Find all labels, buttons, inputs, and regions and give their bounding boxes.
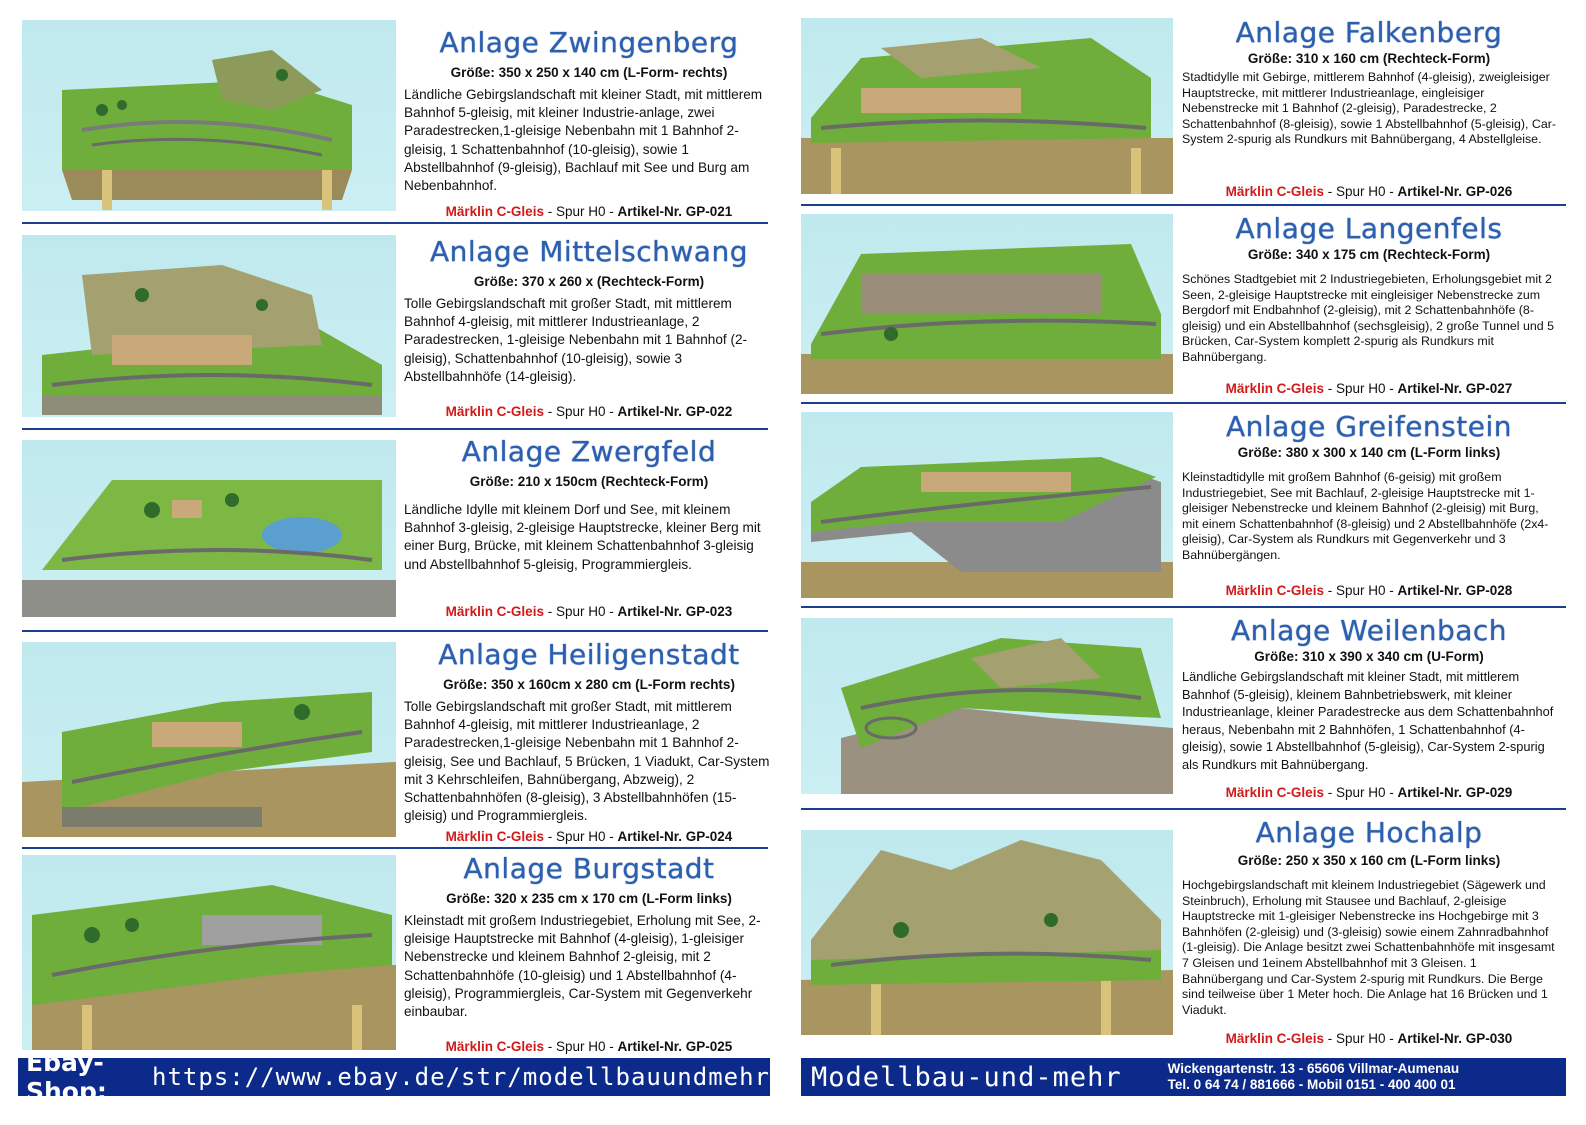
layout-description: Stadtidylle mit Gebirge, mittlerem Bahnhof (4-gleisig), zweigleisiger Hauptstrecke, mit mittlerer Industrieanlage, eingleisiger Nebenstrecke mit 1 Bahnhof (2-gleisig), Paradestrecke, 2 Schattenbahnhof (8-gleisig), sowie 1 Abstellbahnhof (5-gleisig), Car-System 2-spurig als Rundkurs mit Bahnübergang, 4 Abstellgleise. — [1182, 70, 1556, 147]
layout-image-burgstadt — [22, 855, 396, 1050]
layout-title: Anlage Hochalp — [1255, 816, 1483, 849]
brand-label: Märklin C-Gleis — [1225, 381, 1324, 396]
layout-size: Größe: 350 x 160cm x 280 cm (L-Form rechts) — [443, 677, 735, 692]
article-number: Artikel-Nr. GP-024 — [617, 829, 733, 844]
brand-label: Märklin C-Gleis — [445, 1039, 544, 1054]
layout-title: Anlage Heiligenstadt — [438, 638, 740, 671]
layout-description: Ländliche Idylle mit kleinem Dorf und See, mit kleinem Bahnhof 3-gleisig, 2-gleisige Hauptstrecke, kleiner Berg mit einer Burg, Brücke, mit kleinem Schattenbahnhof 3-gleisig und Abstellbahnhof 5-gleisig, Programmiergleis. — [404, 502, 761, 572]
brand-label: Märklin C-Gleis — [1225, 184, 1324, 199]
layout-description: Kleinstadt mit großem Industriegebiet, Erholung mit See, 2-gleisige Hauptstrecke mit Bahnhof (4-gleisig), 1-gleisiger Nebenstrecke und kleinem Bahnhof 2-gleisig, mit 2 Schattenbahnhöfe (10-gleisig) und 1 Abstellbahnhof (4-gleisig), Programmiergleis, Car-System mit Gegenverkehr einbaubar. — [404, 913, 761, 1020]
layout-image-mittelschwang — [22, 235, 396, 417]
shop-name: Modellbau-und-mehr — [811, 1061, 1122, 1093]
layout-title: Anlage Greifenstein — [1226, 410, 1512, 443]
layout-size: Größe: 250 x 350 x 160 cm (L-Form links) — [1237, 853, 1501, 868]
gauge-label: - Spur H0 - — [547, 404, 614, 419]
layout-image-langenfels — [801, 214, 1173, 394]
gauge-label: - Spur H0 - — [547, 829, 614, 844]
ebay-shop-bar — [18, 1048, 770, 1106]
layout-title: Anlage Weilenbach — [1230, 614, 1508, 647]
gauge-label: - Spur H0 - — [1327, 381, 1394, 396]
layout-image-heiligenstadt — [22, 642, 396, 837]
divider — [22, 222, 768, 224]
article-number: Artikel-Nr. GP-029 — [1397, 785, 1513, 800]
layout-size: Größe: 210 x 150cm (Rechteck-Form) — [469, 474, 709, 489]
ebay-shop-label: Ebay-Shop: — [26, 1048, 107, 1106]
article-number: Artikel-Nr. GP-023 — [617, 604, 733, 619]
divider — [801, 606, 1566, 608]
divider — [801, 402, 1566, 404]
article-line — [404, 604, 774, 619]
address: Wickengartenstr. 13 - 65606 Villmar-Aumenau — [1167, 1061, 1460, 1076]
layout-size: Größe: 320 x 235 cm x 170 cm (L-Form links) — [446, 891, 732, 906]
gauge-label: - Spur H0 - — [547, 1039, 614, 1054]
gauge-label: - Spur H0 - — [1327, 1031, 1394, 1046]
article-number: Artikel-Nr. GP-030 — [1397, 1031, 1513, 1046]
article-line — [1182, 184, 1556, 199]
article-line — [404, 829, 774, 844]
layout-description: Schönes Stadtgebiet mit 2 Industriegebieten, Erholungsgebiet mit 2 Seen, 2-gleisige Hauptstrecke mit eingleisiger Nebenstrecke zum Bergdorf mit Endbahnhof (2-gleisig), mit 2 Schattenbahnhöfe (8-gleisig) und ein Abstellbahnhof (sechsgleisig), 2 große Tunnel und 5 Brücken, Car-System komplett 2-spurig als Rundkurs mit Bahnübergang. — [1182, 272, 1554, 364]
layout-image-zwergfeld — [22, 440, 396, 617]
layout-size: Größe: 310 x 160 cm (Rechteck-Form) — [1247, 51, 1491, 66]
layout-title: Anlage Mittelschwang — [430, 235, 748, 268]
article-number: Artikel-Nr. GP-025 — [617, 1039, 733, 1054]
article-number: Artikel-Nr. GP-021 — [617, 204, 733, 219]
layout-size: Größe: 370 x 260 x (Rechteck-Form) — [473, 274, 705, 289]
divider — [801, 808, 1566, 810]
layout-image-hochalp — [801, 830, 1173, 1035]
contact-info — [1168, 1061, 1460, 1093]
layout-image-zwingenberg — [22, 20, 396, 211]
divider — [22, 630, 768, 632]
shop-contact-bar — [801, 1058, 1566, 1096]
article-line — [1182, 583, 1556, 598]
article-number: Artikel-Nr. GP-028 — [1397, 583, 1513, 598]
layout-title: Anlage Zwergfeld — [461, 435, 717, 468]
brand-label: Märklin C-Gleis — [445, 829, 544, 844]
layout-size: Größe: 380 x 300 x 140 cm (L-Form links) — [1237, 445, 1501, 460]
layout-title: Anlage Zwingenberg — [439, 26, 739, 59]
article-line — [404, 204, 774, 219]
divider — [801, 204, 1566, 206]
gauge-label: - Spur H0 - — [547, 204, 614, 219]
divider — [22, 847, 768, 849]
ebay-shop-link[interactable]: https://www.ebay.de/str/modellbauundmehr — [152, 1063, 770, 1091]
layout-description: Hochgebirgslandschaft mit kleinem Industriegebiet (Sägewerk und Steinbruch), Erholung mit Stausee und Bachlauf, 2-gleisige Hauptstrecke mit 1-gleisiger Nebenstrecke ins Hochgebirge mit 3 Bahnhöfen (2-gleisig) und (3-gleisig) sowie einem Zahnradbahnhof (1-gleisig). Die Anlage besitzt zwei Schattenbahnhöfe mit insgesamt 7 Gleisen und 1einem Abstellbahnhof mit 3 Gleisen. 1 Bahnübergang und Car-System 2-spurig mit Rundkurs. Die Berge sind teilweise über 1 Meter hoch. Die Anlage hat 16 Brücken und 1 Viadukt. — [1182, 878, 1555, 1017]
layout-size: Größe: 310 x 390 x 340 cm (U-Form) — [1254, 649, 1484, 664]
brand-label: Märklin C-Gleis — [1225, 785, 1324, 800]
brand-label: Märklin C-Gleis — [445, 204, 544, 219]
layout-image-greifenstein — [801, 412, 1173, 598]
article-line — [404, 404, 774, 419]
layout-description: Kleinstadtidylle mit großem Bahnhof (6-geisig) mit großem Industriegebiet, See mit Bachlauf, 2-gleisige Hauptstrecke mit 1-gleisiger Nebenstrecke und kleinem Bahnhof (2-gleisig) mit Burg, mit einem Schattenbahnhof (8-gleisig) und 2 Abstellbahnhöfe (2x4-gleisig), Car-System als Rundkurs mit Gegenverkehr und 3 Bahnübergängen. — [1182, 470, 1549, 562]
gauge-label: - Spur H0 - — [1327, 785, 1394, 800]
article-line — [1182, 1031, 1556, 1046]
layout-description: Ländliche Gebirgslandschaft mit kleiner Stadt, mit mittlerem Bahnhof 5-gleisig, mit kleiner Industrie-anlage, zwei Paradestrecken,1-gleisige Nebenbahn mit 1 Bahnhof 2-gleisig, 1 Schattenbahnhof (10-gleisig), sowie 1 Abstellbahnhof (9-gleisig), Bachlauf mit See und Burg am Nebenbahnhof. — [404, 87, 763, 194]
layout-description: Tolle Gebirgslandschaft mit großer Stadt, mit mittlerem Bahnhof 4-gleisig, mit mittlerer Industrieanlage, 2 Paradestrecken,1-gleisige Nebenbahn mit 1 Bahnhof 2-gleisig, See und Bachlauf, 5 Brücken, 1 Viadukt, Car-System mit 3 Kehrschleifen, Bahnübergang, Abzweig), 2 Schattenbahnhöfen (8-gleisig), 3 Abstellbahnhöfen (15-gleisig) und Programmiergleis. — [404, 699, 770, 824]
article-number: Artikel-Nr. GP-027 — [1397, 381, 1513, 396]
brand-label: Märklin C-Gleis — [445, 404, 544, 419]
brand-label: Märklin C-Gleis — [445, 604, 544, 619]
layout-title: Anlage Falkenberg — [1235, 16, 1503, 49]
layout-title: Anlage Burgstadt — [463, 852, 715, 885]
article-number: Artikel-Nr. GP-026 — [1397, 184, 1513, 199]
phone: Tel. 0 64 74 / 881666 - Mobil 0151 - 400 400 01 — [1167, 1077, 1456, 1092]
layout-description: Tolle Gebirgslandschaft mit großer Stadt, mit mittlerem Bahnhof 4-gleisig, mit mittlerer Industrieanlage, 2 Paradestrecken, 1-gleisige Nebenbahn mit 1 Bahnhof (2-gleisig), Schattenbahnhof (10-gleisig), sowie 3 Abstellbahnhöfe (14-gleisig). — [404, 296, 748, 384]
article-line — [404, 1039, 774, 1054]
article-line — [1182, 785, 1556, 800]
layout-size: Größe: 340 x 175 cm (Rechteck-Form) — [1247, 247, 1491, 262]
layout-image-falkenberg — [801, 18, 1173, 194]
brand-label: Märklin C-Gleis — [1225, 583, 1324, 598]
gauge-label: - Spur H0 - — [1327, 583, 1394, 598]
layout-image-weilenbach — [801, 618, 1173, 794]
article-line — [1182, 381, 1556, 396]
article-number: Artikel-Nr. GP-022 — [617, 404, 733, 419]
divider — [22, 428, 768, 430]
brand-label: Märklin C-Gleis — [1225, 1031, 1324, 1046]
layout-size: Größe: 350 x 250 x 140 cm (L-Form- rechts) — [450, 65, 728, 80]
layout-description: Ländliche Gebirgslandschaft mit kleiner Stadt, mit mittlerem Bahnhof (5-gleisig), kleinem Bahnbetriebswerk, mit kleiner Industrieanlage, kleiner Paradestrecke aus dem Schattenbahnhof heraus, Nebenbahn mit 2 Bahnhöfen, 1 Schattenbahnhof (4- gleisig), sowie 1 Abstellbahnhof (5-gleisig), Car-System 2-spurig als Rundkurs mit Bahnübergang. — [1182, 669, 1554, 772]
gauge-label: - Spur H0 - — [547, 604, 614, 619]
layout-title: Anlage Langenfels — [1235, 212, 1503, 245]
gauge-label: - Spur H0 - — [1327, 184, 1394, 199]
